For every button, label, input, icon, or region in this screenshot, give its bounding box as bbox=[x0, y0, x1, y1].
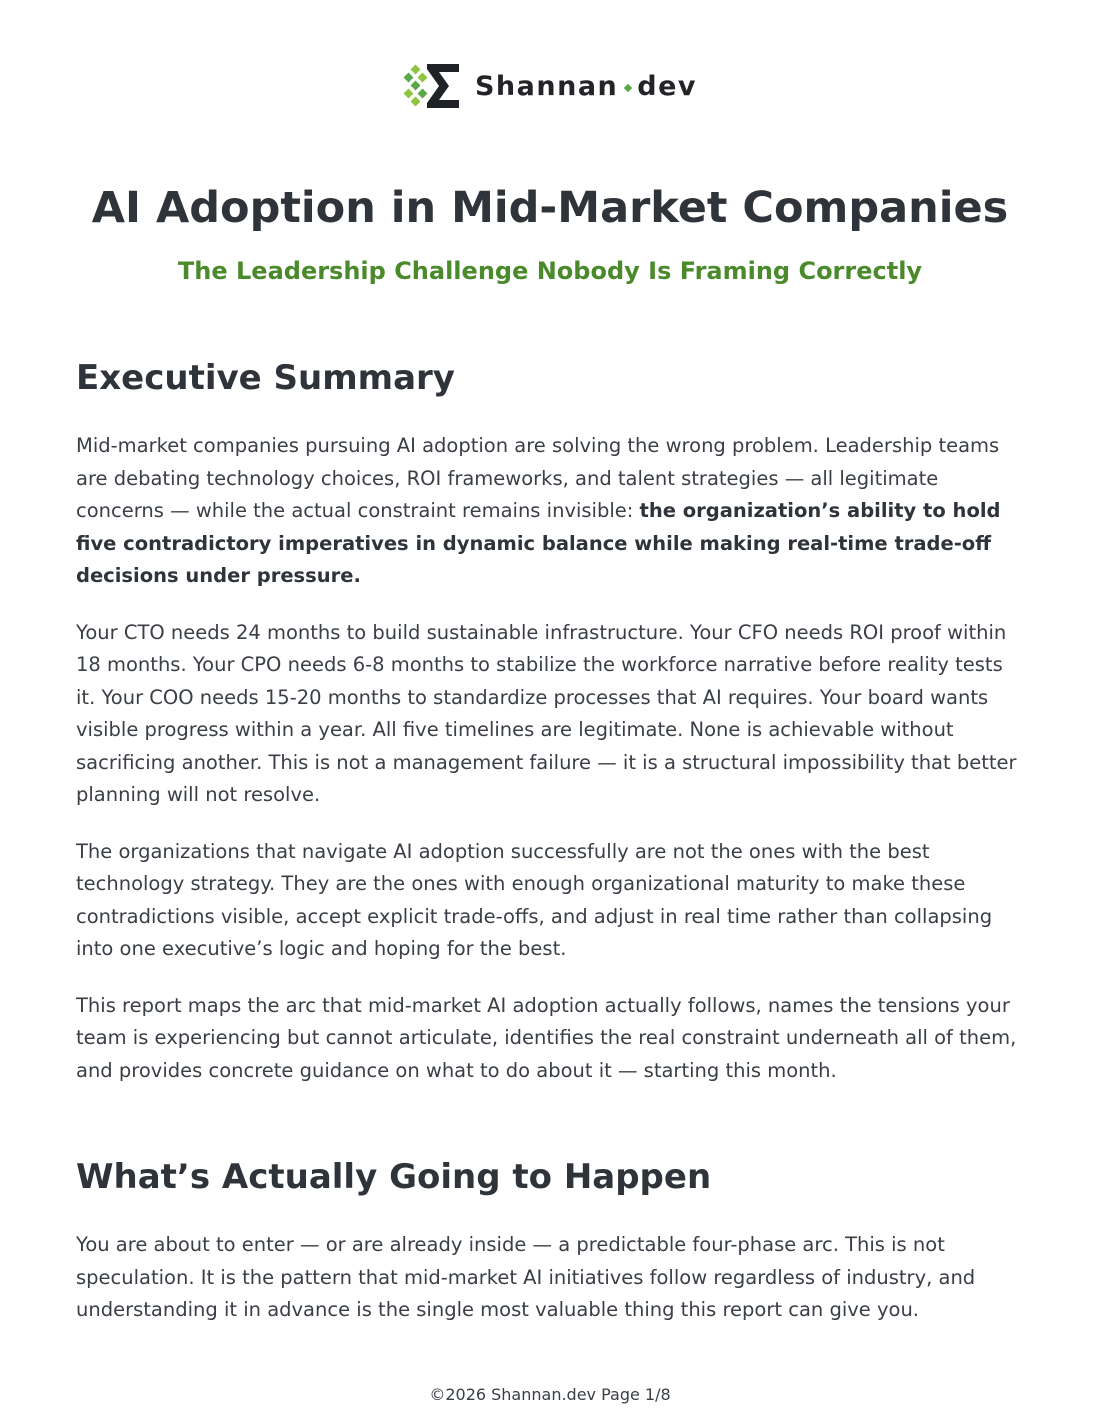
paragraph: You are about to enter — or are already inside — a predictable four-phase arc. This is not speculation. It is the pattern that mid-market AI initiatives follow regardless of industry, and understanding it in advance is the single most valuable thing this report can give you. bbox=[76, 1233, 976, 1321]
document-body bbox=[76, 350, 1024, 1351]
brand-dot-icon bbox=[624, 84, 632, 92]
paragraph: This report maps the arc that mid-market AI adoption actually follows, names the tensions your team is experiencing but cannot articulate, identifies the real constraint underneath all of them, and provides concrete guidance on what to do about it — starting this month. bbox=[76, 993, 1017, 1082]
paragraph-bold-text: the organization’s ability to hold five contradictory imperatives in dynamic balance while making real-time trade-off decisions under pressure. bbox=[76, 499, 1001, 587]
brand-name-right: dev bbox=[637, 70, 698, 102]
section-spacer bbox=[76, 1111, 1024, 1149]
brand-logo bbox=[0, 60, 1100, 112]
page-footer: ©2026 Shannan.dev Page 1/8 bbox=[429, 1385, 671, 1404]
paragraph: Your CTO needs 24 months to build sustainable infrastructure. Your CFO needs ROI proof within 18 months. Your CPO needs 6-8 months to stabilize the workforce narrative before reality tests it. Your COO needs 15-20 months to standardize processes that AI requires. Your board wants visible progress within a year. All five timelines are legitimate. None is achievable without sacrificing another. This is not a management failure — it is a structural impossibility that better planning will not resolve. bbox=[76, 620, 1017, 806]
sigma-diamonds-icon bbox=[403, 60, 463, 112]
paragraph bbox=[76, 430, 1024, 593]
brand-name bbox=[475, 71, 697, 102]
section-heading-whats-going-to-happen: What’s Actually Going to Happen bbox=[76, 1157, 712, 1197]
paragraph: The organizations that navigate AI adoption successfully are not the ones with the best technology strategy. They are the ones with enough organizational maturity to make these contradictions visible, accept explicit trade-offs, and adjust in real time rather than collapsing into one executive’s logic and hoping for the best. bbox=[76, 839, 993, 960]
document-title: AI Adoption in Mid-Market Companies bbox=[91, 183, 1009, 233]
brand-name-left: Shannan bbox=[474, 70, 619, 102]
section-heading-executive-summary: Executive Summary bbox=[76, 358, 455, 398]
document-subtitle: The Leadership Challenge Nobody Is Framing Correctly bbox=[177, 257, 923, 285]
paragraph-text: Mid-market companies pursuing AI adoption are solving the wrong problem. Leadership teams are debating technology choices, ROI frameworks, and talent strategies — all legitimate concerns — while the actual constraint remains invisible: bbox=[76, 434, 1000, 522]
